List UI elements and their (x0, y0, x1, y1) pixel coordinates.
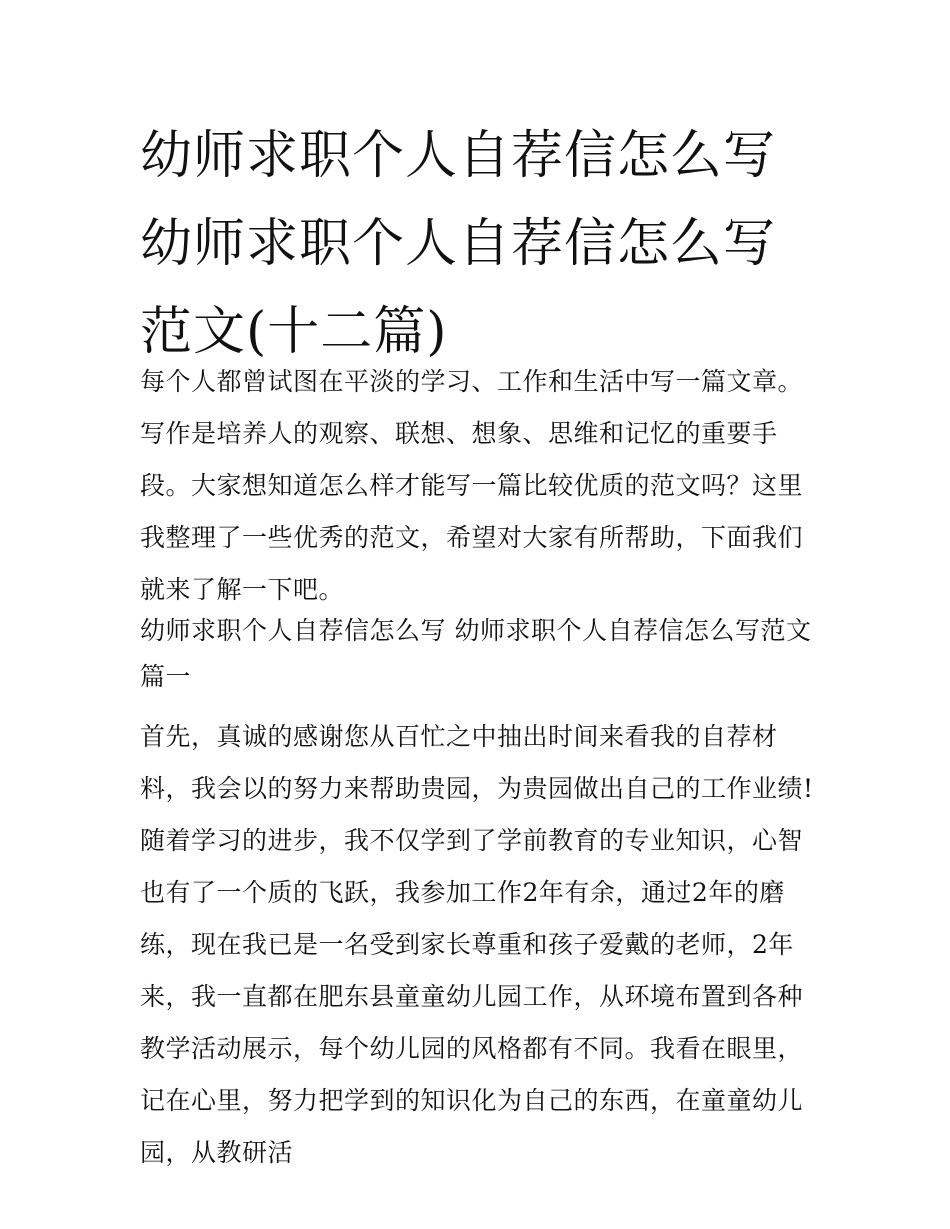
document-title: 幼师求职个人自荐信怎么写 幼师求职个人自荐信怎么写范文(十二篇) (140, 126, 777, 362)
section-body-paragraph: 首先，真诚的感谢您从百忙之中抽出时间来看我的自荐材料，我会以的努力来帮助贵园，为贵园做出自己的工作业绩!随着学习的进步，我不仅学到了学前教育的专业知识，心智也有了一个质的飞跃，我参加工作2年有余，通过2年的磨练，现在我已是一名受到家长尊重和孩子爱戴的老师，2年来，我一直都在肥东县童童幼儿园工作，从环境布置到各种教学活动展示，每个幼儿园的风格都有不同。我看在眼里，记在心里，努力把学到的知识化为自己的东西，在童童幼儿园，从教研活 (140, 722, 814, 1167)
section-heading: 幼师求职个人自荐信怎么写 幼师求职个人自荐信怎么写范文篇一 (140, 616, 812, 691)
intro-paragraph: 每个人都曾试图在平淡的学习、工作和生活中写一篇文章。写作是培养人的观察、联想、想象、思维和记忆的重要手段。大家想知道怎么样才能写一篇比较优质的范文吗？这里我整理了一些优秀的范文，希望对大家有所帮助，下面我们就来了解一下吧。 (140, 367, 804, 604)
